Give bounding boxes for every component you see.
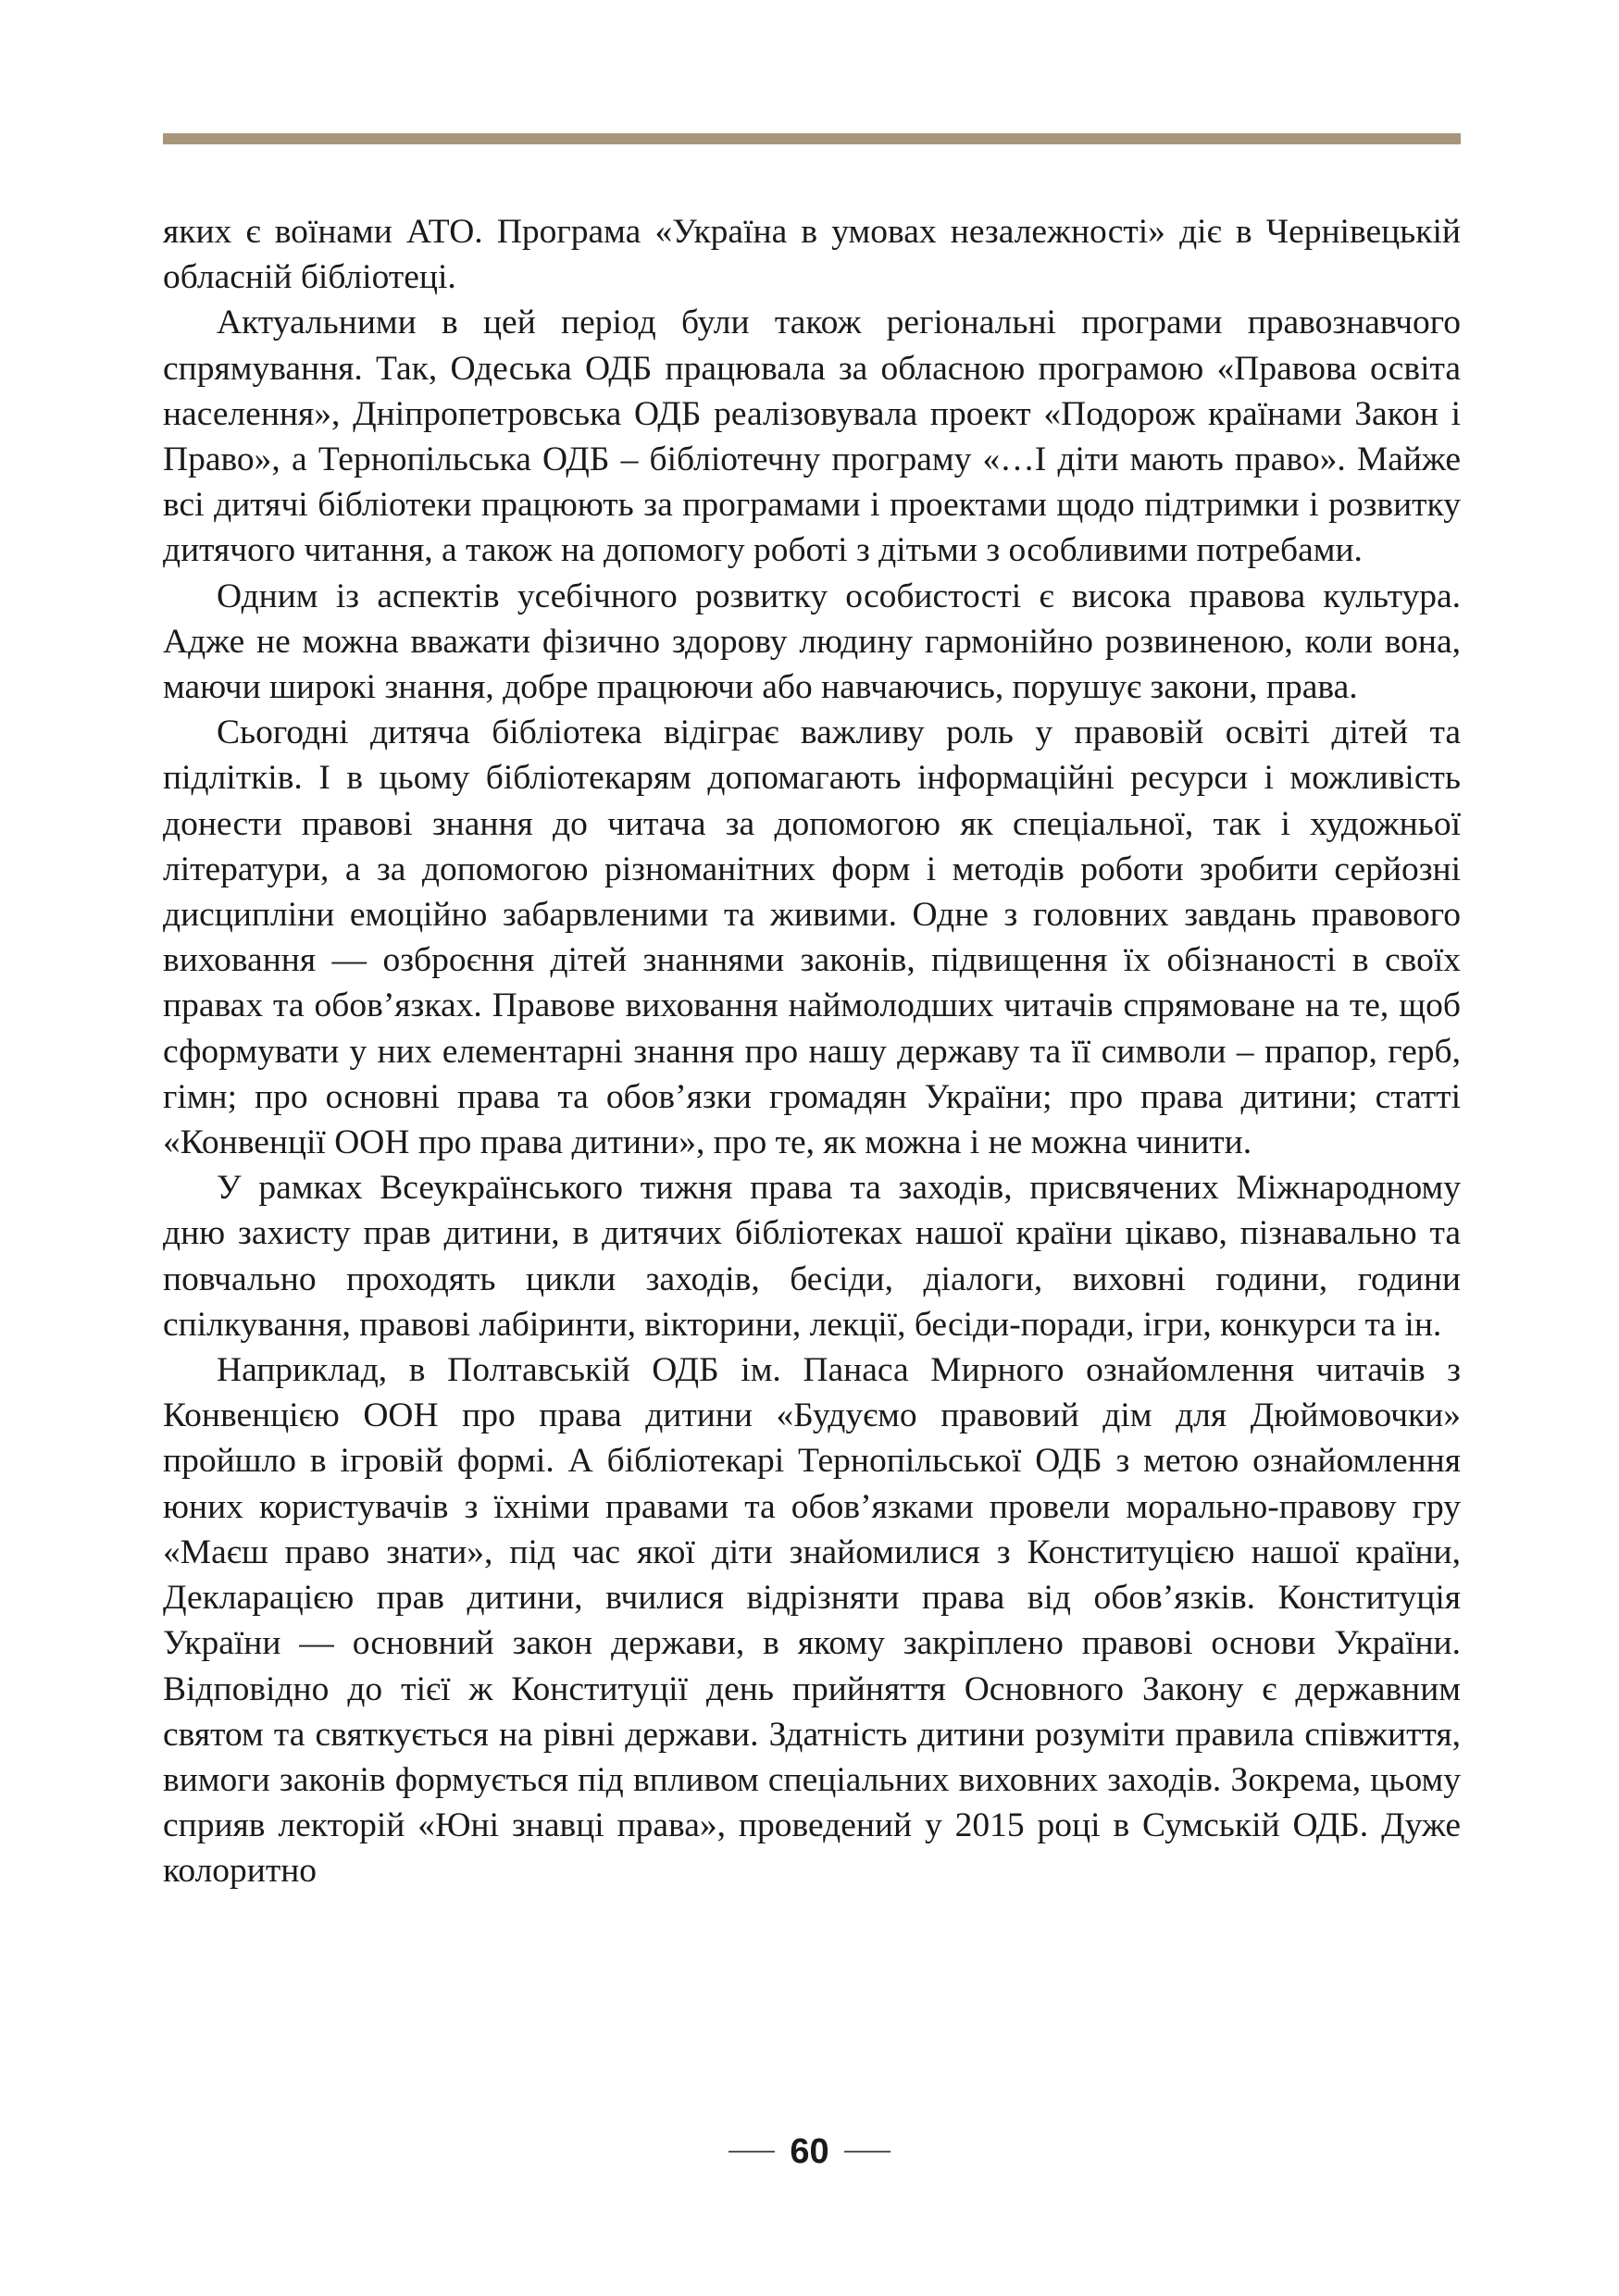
paragraph: Актуальними в цей період були також регіональні програми правознавчого спрямування. Так, Одеська ОДБ працювала за обласною програмою «Правова освіта населення», Дніпропетровська ОДБ реалізовувала проект «Подорож країнами Закон і Право», а Тернопільська ОДБ – бібліотечну програму «…І діти мають право». Майже всі дитячі бібліотеки працюють за програмами і проектами щодо підтримки і розвитку дитячого читання, а також на допомогу роботі з дітьми з особливими потребами. — [163, 304, 1461, 570]
paragraph: У рамках Всеукраїнського тижня права та заходів, присвячених Міжнародному дню захисту прав дитини, в дитячих бібліотеках нашої країни цікаво, пізнавально та повчально проходять цикли заходів, бесіди, діалоги, виховні години, години спілкування, правові лабіринти, вікторини, лекції, бесіди-поради, ігри, конкурси та ін. — [163, 1169, 1461, 1344]
header-rule — [163, 133, 1461, 144]
paragraph: Одним із аспектів усебічного розвитку особистості є висока правова культура. Адже не можна вважати фізично здорову людину гармонійно розвиненою, коли вона, маючи широкі знання, добре працюючи або навчаючись, порушує закони, права. — [163, 577, 1461, 707]
footer-dash-left — [729, 2151, 775, 2153]
paragraph: Наприклад, в Полтавській ОДБ ім. Панаса Мирного ознайомлення читачів з Конвенцією ООН про права дитини «Будуємо правовий дім для Дюймовочки» пройшло в ігровій формі. А бібліотекарі Тернопільської ОДБ з метою ознайомлення юних користувачів з їхніми правами та обов’язками провели морально-правову гру «Маєш право знати», під час якої діти знайомилися з Конституцією нашої країни, Декларацією прав дитини, вчилися відрізняти права від обов’язків. Конституція України — основний закон держави, в якому закріплено правові основи України. Відповідно до тієї ж Конституції день прийняття Основного Закону є державним святом та святкується на рівні держави. Здатність дитини розуміти правила співжиття, вимоги законів формується під впливом спеціальних виховних заходів. Зокрема, цьому сприяв лекторій «Юні знавці права», проведений у 2015 році в Сумській ОДБ. Дуже колоритно — [163, 1351, 1461, 1891]
body-text — [163, 209, 1461, 1894]
paragraph-continuation: яких є воїнами АТО. Програма «Україна в умовах незалежності» діє в Чернівецькій обласній бібліотеці. — [163, 213, 1461, 297]
paragraph: Сьогодні дитяча бібліотека відіграє важливу роль у правовій освіті дітей та підлітків. І в цьому бібліотекарям допомагають інформаційні ресурси і можливість донести правові знання до читача за допомогою як спеціальної, так і художньої літератури, а за допомогою різноманітних форм і методів роботи зробити серйозні дисципліни емоційно забарвленими та живими. Одне з головних завдань правового виховання — озброєння дітей знаннями законів, підвищення їх обізнаності в своїх правах та обов’язках. Правове виховання наймолодших читачів спрямоване на те, щоб сформувати у них елементарні знання про нашу державу та її символи – прапор, герб, гімн; про основні права та обов’язки громадян України; про права дитини; статті «Конвенції ООН про права дитини», про те, як можна і не можна чинити. — [163, 714, 1461, 1162]
page-footer — [0, 2128, 1619, 2175]
page-number: 60 — [790, 2131, 829, 2171]
footer-dash-right — [844, 2151, 890, 2153]
